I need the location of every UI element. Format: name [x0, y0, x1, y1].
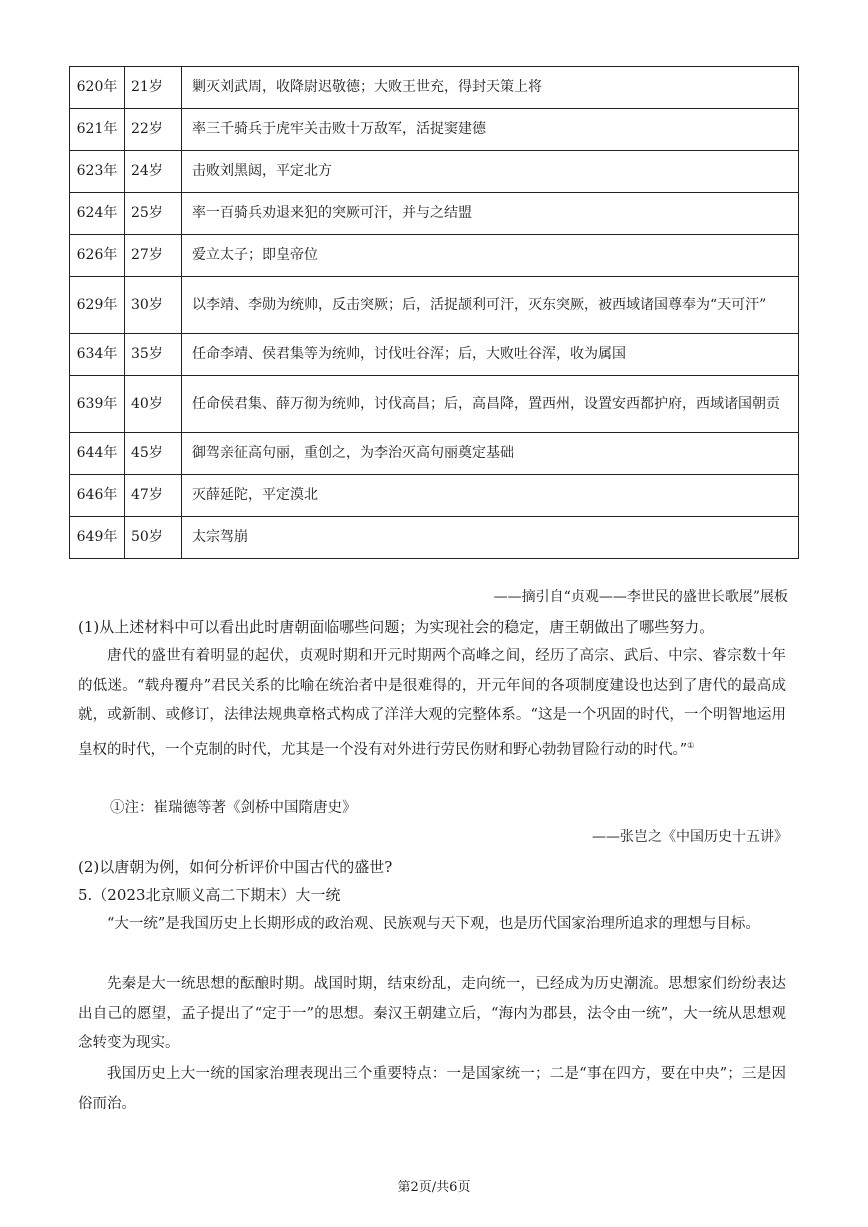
question-2: (2)以唐朝为例，如何分析评价中国古代的盛世? [78, 858, 393, 876]
event-cell: 御驾亲征高句丽，重创之，为李治灭高句丽奠定基础 [182, 433, 799, 475]
event-cell: 太宗驾崩 [182, 517, 799, 559]
footnote-marker: ① [687, 740, 695, 750]
event-cell: 击败刘黑闼，平定北方 [182, 151, 799, 193]
source-citation-book: ——张岂之《中国历史十五讲》 [592, 829, 788, 845]
age-cell: 40岁 [125, 376, 182, 433]
passage-tang-text: 唐代的盛世有着明显的起伏，贞观时期和开元时期两个高峰之间，经历了高宗、武后、中宗、睿宗数十年的低迷。“载舟覆舟”君民关系的比喻在统治者中是很难得的，开元年间的各项制度建设也达到了唐代的最高成就，或新制、或修订，法律法规典章格式构成了洋洋大观的完整体系。“这是一个巩固的时代，一个明智地运用皇权的时代，一个克制的时代，尤其是一个没有对外进行劳民伤财和野心勃勃冒险行动的时代。” [78, 648, 786, 758]
table-row [70, 277, 799, 334]
year-cell: 639年 [70, 376, 125, 433]
timeline-table [69, 66, 799, 559]
table-row [70, 235, 799, 277]
table-row [70, 376, 799, 433]
table-row [70, 433, 799, 475]
question-5-heading: 5.（2023北京顺义高二下期末）大一统 [78, 886, 341, 904]
age-cell: 21岁 [125, 67, 182, 109]
footnote-note: ①注：崔瑞德等著《剑桥中国隋唐史》 [110, 800, 357, 816]
table-row [70, 67, 799, 109]
age-cell: 47岁 [125, 475, 182, 517]
table-row [70, 475, 799, 517]
age-cell: 50岁 [125, 517, 182, 559]
year-cell: 649年 [70, 517, 125, 559]
question-1: (1)从上述材料中可以看出此时唐朝面临哪些问题；为实现社会的稳定，唐王朝做出了哪些努力。 [78, 618, 715, 636]
year-cell: 621年 [70, 109, 125, 151]
table-row [70, 517, 799, 559]
year-cell: 623年 [70, 151, 125, 193]
age-cell: 27岁 [125, 235, 182, 277]
year-cell: 620年 [70, 67, 125, 109]
year-cell: 624年 [70, 193, 125, 235]
age-cell: 22岁 [125, 109, 182, 151]
year-cell: 626年 [70, 235, 125, 277]
year-cell: 634年 [70, 334, 125, 376]
year-cell: 629年 [70, 277, 125, 334]
table-row [70, 109, 799, 151]
passage-governance-features: 我国历史上大一统的国家治理表现出三个重要特点：一是国家统一；二是“事在四方，要在中央”；三是因俗而治。 [78, 1066, 786, 1112]
year-cell: 646年 [70, 475, 125, 517]
event-cell: 任命侯君集、薛万彻为统帅，讨伐高昌；后，高昌降，置西州，设置安西都护府，西域诸国朝贡 [182, 376, 799, 433]
passage-great-unity-intro: “大一统”是我国历史上长期形成的政治观、民族观与天下观，也是历代国家治理所追求的理想与目标。 [107, 916, 760, 932]
table-row [70, 334, 799, 376]
page-number: 第2页/共6页 [397, 1180, 471, 1195]
age-cell: 35岁 [125, 334, 182, 376]
event-cell: 率三千骑兵于虎牢关击败十万敌军，活捉窦建德 [182, 109, 799, 151]
age-cell: 30岁 [125, 277, 182, 334]
age-cell: 45岁 [125, 433, 182, 475]
table-row [70, 151, 799, 193]
age-cell: 25岁 [125, 193, 182, 235]
source-citation-exhibition: ——摘引自“贞观——李世民的盛世长歌展”展板 [493, 589, 788, 605]
event-cell: 爱立太子；即皇帝位 [182, 235, 799, 277]
event-cell: 以李靖、李勋为统帅，反击突厥；后，活捉颉利可汗，灭东突厥，被西域诸国尊奉为“天可汗” [182, 277, 799, 334]
event-cell: 任命李靖、侯君集等为统帅，讨伐吐谷浑；后，大败吐谷浑，收为属国 [182, 334, 799, 376]
year-cell: 644年 [70, 433, 125, 475]
passage-pre-qin: 先秦是大一统思想的酝酿时期。战国时期，结束纷乱，走向统一，已经成为历史潮流。思想家们纷纷表达出自己的愿望，孟子提出了“定于一”的思想。秦汉王朝建立后，“海内为郡县，法令由一统”，大一统从思想观念转变为现实。 [78, 976, 786, 1051]
event-cell: 灭薛延陀，平定漠北 [182, 475, 799, 517]
table-row [70, 193, 799, 235]
event-cell: 剿灭刘武周，收降尉迟敬德；大败王世充，得封天策上将 [182, 67, 799, 109]
event-cell: 率一百骑兵劝退来犯的突厥可汗，并与之结盟 [182, 193, 799, 235]
passage-tang-prosperity [78, 642, 786, 765]
age-cell: 24岁 [125, 151, 182, 193]
